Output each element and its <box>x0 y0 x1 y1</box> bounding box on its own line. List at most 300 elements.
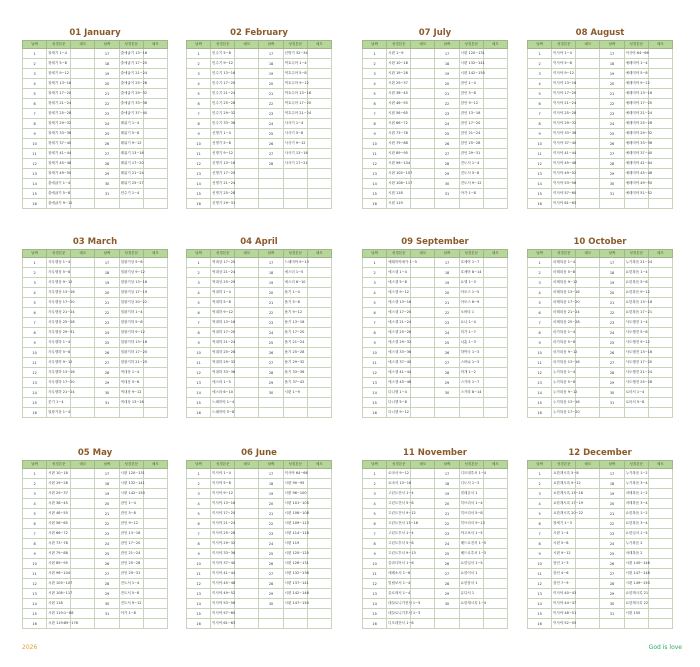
memo-cell[interactable] <box>576 258 600 268</box>
memo-cell[interactable] <box>411 298 435 308</box>
memo-cell[interactable] <box>71 499 95 509</box>
memo-cell[interactable] <box>648 569 672 579</box>
memo-cell[interactable] <box>483 559 507 569</box>
memo-cell[interactable] <box>307 539 331 549</box>
memo-cell[interactable] <box>235 89 259 99</box>
memo-cell[interactable] <box>71 139 95 149</box>
memo-cell[interactable] <box>235 288 259 298</box>
memo-cell[interactable] <box>307 378 331 388</box>
memo-cell[interactable] <box>411 109 435 119</box>
memo-cell[interactable] <box>143 569 167 579</box>
memo-cell[interactable] <box>71 408 95 418</box>
memo-cell[interactable] <box>235 59 259 69</box>
memo-cell[interactable] <box>411 278 435 288</box>
memo-cell[interactable] <box>71 589 95 599</box>
memo-cell[interactable] <box>576 59 600 69</box>
memo-cell[interactable] <box>411 529 435 539</box>
memo-cell[interactable] <box>648 579 672 589</box>
memo-cell[interactable] <box>648 388 672 398</box>
memo-cell[interactable] <box>71 258 95 268</box>
memo-cell[interactable] <box>411 328 435 338</box>
memo-cell[interactable] <box>235 49 259 59</box>
memo-cell[interactable] <box>483 348 507 358</box>
memo-cell[interactable] <box>483 159 507 169</box>
memo-cell[interactable] <box>483 169 507 179</box>
memo-cell[interactable] <box>483 288 507 298</box>
memo-cell[interactable] <box>411 479 435 489</box>
memo-cell[interactable] <box>143 328 167 338</box>
memo-cell[interactable] <box>648 479 672 489</box>
memo-cell[interactable] <box>235 519 259 529</box>
memo-cell[interactable] <box>71 99 95 109</box>
memo-cell[interactable] <box>143 199 167 209</box>
memo-cell[interactable] <box>648 398 672 408</box>
memo-cell[interactable] <box>143 619 167 629</box>
memo-cell[interactable] <box>411 89 435 99</box>
memo-cell[interactable] <box>307 189 331 199</box>
memo-cell[interactable] <box>483 539 507 549</box>
memo-cell[interactable] <box>307 408 331 418</box>
memo-cell[interactable] <box>307 338 331 348</box>
memo-cell[interactable] <box>411 49 435 59</box>
memo-cell[interactable] <box>235 318 259 328</box>
memo-cell[interactable] <box>143 579 167 589</box>
memo-cell[interactable] <box>235 179 259 189</box>
memo-cell[interactable] <box>71 479 95 489</box>
memo-cell[interactable] <box>576 69 600 79</box>
memo-cell[interactable] <box>483 378 507 388</box>
memo-cell[interactable] <box>483 278 507 288</box>
memo-cell[interactable] <box>143 268 167 278</box>
memo-cell[interactable] <box>307 308 331 318</box>
memo-cell[interactable] <box>411 179 435 189</box>
memo-cell[interactable] <box>143 469 167 479</box>
memo-cell[interactable] <box>576 529 600 539</box>
memo-cell[interactable] <box>576 109 600 119</box>
memo-cell[interactable] <box>235 139 259 149</box>
memo-cell[interactable] <box>576 519 600 529</box>
memo-cell[interactable] <box>71 599 95 609</box>
memo-cell[interactable] <box>143 149 167 159</box>
memo-cell[interactable] <box>483 139 507 149</box>
memo-cell[interactable] <box>235 388 259 398</box>
memo-cell[interactable] <box>648 559 672 569</box>
memo-cell[interactable] <box>483 99 507 109</box>
memo-cell[interactable] <box>411 119 435 129</box>
memo-cell[interactable] <box>648 408 672 418</box>
memo-cell[interactable] <box>307 129 331 139</box>
memo-cell[interactable] <box>411 358 435 368</box>
memo-cell[interactable] <box>143 539 167 549</box>
memo-cell[interactable] <box>576 169 600 179</box>
memo-cell[interactable] <box>235 619 259 629</box>
memo-cell[interactable] <box>648 49 672 59</box>
memo-cell[interactable] <box>411 539 435 549</box>
memo-cell[interactable] <box>483 489 507 499</box>
memo-cell[interactable] <box>648 509 672 519</box>
memo-cell[interactable] <box>576 388 600 398</box>
memo-cell[interactable] <box>235 549 259 559</box>
memo-cell[interactable] <box>411 469 435 479</box>
memo-cell[interactable] <box>483 398 507 408</box>
memo-cell[interactable] <box>483 569 507 579</box>
memo-cell[interactable] <box>411 569 435 579</box>
memo-cell[interactable] <box>483 589 507 599</box>
memo-cell[interactable] <box>235 338 259 348</box>
memo-cell[interactable] <box>411 318 435 328</box>
memo-cell[interactable] <box>235 408 259 418</box>
memo-cell[interactable] <box>235 79 259 89</box>
memo-cell[interactable] <box>576 149 600 159</box>
memo-cell[interactable] <box>143 599 167 609</box>
memo-cell[interactable] <box>71 109 95 119</box>
memo-cell[interactable] <box>307 509 331 519</box>
memo-cell[interactable] <box>648 619 672 629</box>
memo-cell[interactable] <box>307 278 331 288</box>
memo-cell[interactable] <box>71 189 95 199</box>
memo-cell[interactable] <box>71 469 95 479</box>
memo-cell[interactable] <box>483 308 507 318</box>
memo-cell[interactable] <box>143 169 167 179</box>
memo-cell[interactable] <box>307 368 331 378</box>
memo-cell[interactable] <box>307 49 331 59</box>
memo-cell[interactable] <box>235 149 259 159</box>
memo-cell[interactable] <box>648 469 672 479</box>
memo-cell[interactable] <box>483 119 507 129</box>
memo-cell[interactable] <box>483 59 507 69</box>
memo-cell[interactable] <box>71 278 95 288</box>
memo-cell[interactable] <box>143 318 167 328</box>
memo-cell[interactable] <box>576 559 600 569</box>
memo-cell[interactable] <box>483 149 507 159</box>
memo-cell[interactable] <box>235 328 259 338</box>
memo-cell[interactable] <box>576 89 600 99</box>
memo-cell[interactable] <box>411 408 435 418</box>
memo-cell[interactable] <box>411 368 435 378</box>
memo-cell[interactable] <box>576 619 600 629</box>
memo-cell[interactable] <box>411 159 435 169</box>
memo-cell[interactable] <box>235 579 259 589</box>
memo-cell[interactable] <box>483 49 507 59</box>
memo-cell[interactable] <box>648 609 672 619</box>
memo-cell[interactable] <box>143 139 167 149</box>
memo-cell[interactable] <box>483 79 507 89</box>
memo-cell[interactable] <box>143 559 167 569</box>
memo-cell[interactable] <box>307 139 331 149</box>
memo-cell[interactable] <box>143 258 167 268</box>
memo-cell[interactable] <box>411 398 435 408</box>
memo-cell[interactable] <box>71 149 95 159</box>
memo-cell[interactable] <box>483 199 507 209</box>
memo-cell[interactable] <box>411 338 435 348</box>
memo-cell[interactable] <box>71 519 95 529</box>
memo-cell[interactable] <box>576 338 600 348</box>
memo-cell[interactable] <box>71 268 95 278</box>
memo-cell[interactable] <box>307 149 331 159</box>
memo-cell[interactable] <box>483 469 507 479</box>
memo-cell[interactable] <box>71 338 95 348</box>
memo-cell[interactable] <box>411 559 435 569</box>
memo-cell[interactable] <box>235 129 259 139</box>
memo-cell[interactable] <box>648 489 672 499</box>
memo-cell[interactable] <box>576 189 600 199</box>
memo-cell[interactable] <box>71 79 95 89</box>
memo-cell[interactable] <box>307 599 331 609</box>
memo-cell[interactable] <box>576 368 600 378</box>
memo-cell[interactable] <box>483 69 507 79</box>
memo-cell[interactable] <box>411 579 435 589</box>
memo-cell[interactable] <box>307 559 331 569</box>
memo-cell[interactable] <box>648 268 672 278</box>
memo-cell[interactable] <box>483 579 507 589</box>
memo-cell[interactable] <box>235 529 259 539</box>
memo-cell[interactable] <box>483 519 507 529</box>
memo-cell[interactable] <box>411 489 435 499</box>
memo-cell[interactable] <box>143 179 167 189</box>
memo-cell[interactable] <box>235 609 259 619</box>
memo-cell[interactable] <box>71 549 95 559</box>
memo-cell[interactable] <box>235 398 259 408</box>
memo-cell[interactable] <box>483 258 507 268</box>
memo-cell[interactable] <box>307 199 331 209</box>
memo-cell[interactable] <box>648 599 672 609</box>
memo-cell[interactable] <box>235 489 259 499</box>
memo-cell[interactable] <box>307 579 331 589</box>
memo-cell[interactable] <box>411 99 435 109</box>
memo-cell[interactable] <box>648 79 672 89</box>
memo-cell[interactable] <box>411 378 435 388</box>
memo-cell[interactable] <box>307 119 331 129</box>
memo-cell[interactable] <box>71 348 95 358</box>
memo-cell[interactable] <box>71 529 95 539</box>
memo-cell[interactable] <box>411 268 435 278</box>
memo-cell[interactable] <box>576 609 600 619</box>
memo-cell[interactable] <box>483 89 507 99</box>
memo-cell[interactable] <box>648 318 672 328</box>
memo-cell[interactable] <box>71 199 95 209</box>
memo-cell[interactable] <box>648 519 672 529</box>
memo-cell[interactable] <box>307 479 331 489</box>
memo-cell[interactable] <box>483 499 507 509</box>
memo-cell[interactable] <box>307 258 331 268</box>
memo-cell[interactable] <box>307 179 331 189</box>
memo-cell[interactable] <box>411 139 435 149</box>
memo-cell[interactable] <box>307 619 331 629</box>
memo-cell[interactable] <box>235 559 259 569</box>
memo-cell[interactable] <box>235 109 259 119</box>
memo-cell[interactable] <box>483 318 507 328</box>
memo-cell[interactable] <box>576 179 600 189</box>
memo-cell[interactable] <box>235 589 259 599</box>
memo-cell[interactable] <box>307 318 331 328</box>
memo-cell[interactable] <box>576 119 600 129</box>
memo-cell[interactable] <box>143 129 167 139</box>
memo-cell[interactable] <box>235 348 259 358</box>
memo-cell[interactable] <box>307 348 331 358</box>
memo-cell[interactable] <box>307 529 331 539</box>
memo-cell[interactable] <box>576 348 600 358</box>
memo-cell[interactable] <box>235 268 259 278</box>
memo-cell[interactable] <box>71 179 95 189</box>
memo-cell[interactable] <box>71 559 95 569</box>
memo-cell[interactable] <box>307 169 331 179</box>
memo-cell[interactable] <box>576 139 600 149</box>
memo-cell[interactable] <box>307 388 331 398</box>
memo-cell[interactable] <box>648 499 672 509</box>
memo-cell[interactable] <box>71 119 95 129</box>
memo-cell[interactable] <box>483 189 507 199</box>
memo-cell[interactable] <box>235 159 259 169</box>
memo-cell[interactable] <box>648 288 672 298</box>
memo-cell[interactable] <box>235 298 259 308</box>
memo-cell[interactable] <box>411 169 435 179</box>
memo-cell[interactable] <box>235 169 259 179</box>
memo-cell[interactable] <box>411 189 435 199</box>
memo-cell[interactable] <box>648 59 672 69</box>
memo-cell[interactable] <box>143 529 167 539</box>
memo-cell[interactable] <box>411 59 435 69</box>
memo-cell[interactable] <box>648 278 672 288</box>
memo-cell[interactable] <box>143 189 167 199</box>
memo-cell[interactable] <box>71 509 95 519</box>
memo-cell[interactable] <box>576 378 600 388</box>
memo-cell[interactable] <box>307 398 331 408</box>
memo-cell[interactable] <box>483 388 507 398</box>
memo-cell[interactable] <box>235 509 259 519</box>
memo-cell[interactable] <box>71 129 95 139</box>
memo-cell[interactable] <box>576 268 600 278</box>
memo-cell[interactable] <box>307 298 331 308</box>
memo-cell[interactable] <box>71 89 95 99</box>
memo-cell[interactable] <box>307 499 331 509</box>
memo-cell[interactable] <box>143 499 167 509</box>
memo-cell[interactable] <box>307 609 331 619</box>
memo-cell[interactable] <box>71 489 95 499</box>
memo-cell[interactable] <box>307 159 331 169</box>
memo-cell[interactable] <box>307 59 331 69</box>
memo-cell[interactable] <box>235 569 259 579</box>
memo-cell[interactable] <box>576 328 600 338</box>
memo-cell[interactable] <box>143 119 167 129</box>
memo-cell[interactable] <box>648 199 672 209</box>
memo-cell[interactable] <box>235 308 259 318</box>
memo-cell[interactable] <box>576 539 600 549</box>
memo-cell[interactable] <box>143 519 167 529</box>
memo-cell[interactable] <box>235 69 259 79</box>
memo-cell[interactable] <box>576 569 600 579</box>
memo-cell[interactable] <box>483 328 507 338</box>
memo-cell[interactable] <box>411 288 435 298</box>
memo-cell[interactable] <box>143 308 167 318</box>
memo-cell[interactable] <box>483 268 507 278</box>
memo-cell[interactable] <box>411 79 435 89</box>
memo-cell[interactable] <box>576 79 600 89</box>
memo-cell[interactable] <box>648 69 672 79</box>
memo-cell[interactable] <box>235 278 259 288</box>
memo-cell[interactable] <box>483 298 507 308</box>
memo-cell[interactable] <box>411 619 435 629</box>
memo-cell[interactable] <box>411 69 435 79</box>
memo-cell[interactable] <box>143 378 167 388</box>
memo-cell[interactable] <box>648 539 672 549</box>
memo-cell[interactable] <box>483 529 507 539</box>
memo-cell[interactable] <box>71 579 95 589</box>
memo-cell[interactable] <box>411 149 435 159</box>
memo-cell[interactable] <box>307 268 331 278</box>
memo-cell[interactable] <box>71 169 95 179</box>
memo-cell[interactable] <box>143 489 167 499</box>
memo-cell[interactable] <box>483 599 507 609</box>
memo-cell[interactable] <box>576 589 600 599</box>
memo-cell[interactable] <box>143 159 167 169</box>
memo-cell[interactable] <box>307 79 331 89</box>
memo-cell[interactable] <box>576 599 600 609</box>
memo-cell[interactable] <box>71 159 95 169</box>
memo-cell[interactable] <box>576 99 600 109</box>
memo-cell[interactable] <box>235 99 259 109</box>
memo-cell[interactable] <box>235 189 259 199</box>
memo-cell[interactable] <box>483 549 507 559</box>
memo-cell[interactable] <box>143 398 167 408</box>
memo-cell[interactable] <box>411 388 435 398</box>
memo-cell[interactable] <box>235 119 259 129</box>
memo-cell[interactable] <box>576 199 600 209</box>
memo-cell[interactable] <box>71 398 95 408</box>
memo-cell[interactable] <box>483 338 507 348</box>
memo-cell[interactable] <box>235 258 259 268</box>
memo-cell[interactable] <box>143 388 167 398</box>
memo-cell[interactable] <box>648 589 672 599</box>
memo-cell[interactable] <box>411 199 435 209</box>
memo-cell[interactable] <box>307 519 331 529</box>
memo-cell[interactable] <box>235 499 259 509</box>
memo-cell[interactable] <box>483 358 507 368</box>
memo-cell[interactable] <box>235 599 259 609</box>
memo-cell[interactable] <box>143 609 167 619</box>
memo-cell[interactable] <box>307 69 331 79</box>
memo-cell[interactable] <box>411 499 435 509</box>
memo-cell[interactable] <box>483 609 507 619</box>
memo-cell[interactable] <box>307 288 331 298</box>
memo-cell[interactable] <box>235 479 259 489</box>
memo-cell[interactable] <box>483 479 507 489</box>
memo-cell[interactable] <box>143 408 167 418</box>
memo-cell[interactable] <box>307 489 331 499</box>
memo-cell[interactable] <box>483 109 507 119</box>
memo-cell[interactable] <box>235 539 259 549</box>
memo-cell[interactable] <box>483 619 507 629</box>
memo-cell[interactable] <box>307 549 331 559</box>
memo-cell[interactable] <box>483 408 507 418</box>
memo-cell[interactable] <box>411 308 435 318</box>
memo-cell[interactable] <box>648 338 672 348</box>
memo-cell[interactable] <box>71 69 95 79</box>
memo-cell[interactable] <box>576 129 600 139</box>
memo-cell[interactable] <box>143 549 167 559</box>
memo-cell[interactable] <box>411 348 435 358</box>
memo-cell[interactable] <box>483 179 507 189</box>
memo-cell[interactable] <box>483 368 507 378</box>
memo-cell[interactable] <box>143 509 167 519</box>
memo-cell[interactable] <box>235 368 259 378</box>
memo-cell[interactable] <box>648 529 672 539</box>
memo-cell[interactable] <box>71 539 95 549</box>
memo-cell[interactable] <box>307 569 331 579</box>
memo-cell[interactable] <box>307 358 331 368</box>
memo-cell[interactable] <box>576 469 600 479</box>
memo-cell[interactable] <box>71 609 95 619</box>
memo-cell[interactable] <box>576 278 600 288</box>
